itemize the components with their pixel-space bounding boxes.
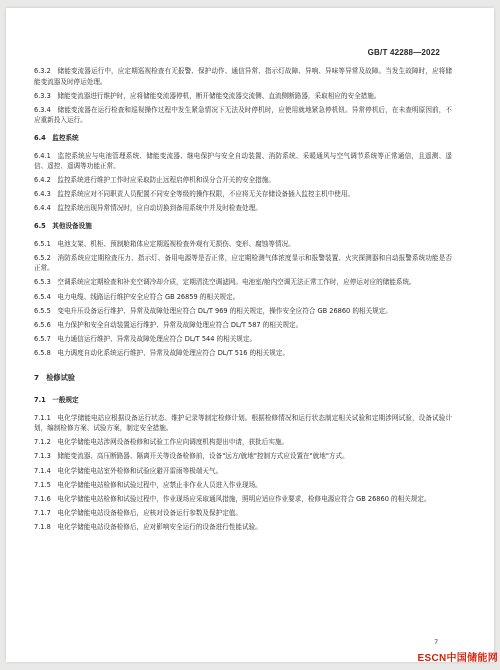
clause-paragraph: 7.1.4 电化学储能电站室外检修和试验应避开雷雨等极端天气。 (34, 466, 223, 475)
clause-paragraph: 6.5.5 变电升压设备运行维护、异常及故障处理应符合 DL/T 969 的相关规定，操作安全应符合 GB 26860 的相关规定。 (34, 306, 392, 315)
section-heading: 6.4 监控系统 (34, 133, 79, 142)
clause-paragraph: 6.3.3 储能变流器进行维护时，应将储能变流器停机，断开储能变流器交流侧、直流侧断路器，采取相应的安全措施。 (34, 91, 381, 100)
clause-paragraph: 6.5.7 电力通信运行维护、异常及故障处理应符合 DL/T 544 的相关规定。 (34, 334, 257, 343)
document-body (34, 66, 452, 536)
clause-paragraph: 6.5.1 电池支架、机柜、预制舱箱体应定期巡视检查外观有无损伤、变形、腐蚀等情况。 (34, 239, 295, 248)
escn-watermark-logo: ESCN中国储能网 (417, 653, 498, 664)
clause-paragraph: 6.5.4 电力电缆、线路运行维护安全应符合 GB 26859 的相关规定。 (34, 292, 240, 301)
clause-paragraph: 6.4.2 监控系统进行维护工作时应采取防止远程启停机和误分合开关的安全措施。 (34, 176, 275, 185)
clause-paragraph: 7.1.5 电化学储能电站检修和试验过程中，应禁止非作业人员进入作业现场。 (34, 480, 262, 489)
clause-paragraph: 7.1.1 电化学储能电站应根据设备运行状态、维护记录等制定检修计划。根据检修情况和运行状态制定相关试验和定期涉网试验，设备试验计划，编制检修方案、试验方案，制定安全措施。 (34, 413, 452, 433)
clause-paragraph: 6.5.8 电力调度自动化系统运行维护、异常及故障处理应符合 DL/T 516 的相关规定。 (34, 348, 290, 357)
clause-paragraph: 6.3.4 储能变流器在运行检查和巡视操作过程中发生紧急情况下无法及时停机时，应使用就地紧急停机钮。异常停机后，在未查明原因前，不应重新投入运行。 (34, 105, 452, 125)
document-page (6, 8, 494, 662)
clause-paragraph: 6.3.2 储能变流器运行中，应定期巡视检查有无报警、保护动作、通信异常、指示灯故障、异响、异味等异常及故障。当发生故障时，应将储能变流器及时停运处理。 (34, 67, 452, 86)
clause-paragraph: 6.4.3 监控系统应对不同职责人员配置不同安全等级的操作权限，不应将无关存储设备插入监控主机中使用。 (34, 190, 355, 199)
clause-paragraph: 6.4.1 监控系统应与电池管理系统、储能变流器、继电保护与安全自动装置、消防系统、采暖通风与空气调节系统等正常通信，且遥测、遥信、遥控、遥调等功能正常。 (34, 151, 452, 171)
clause-paragraph: 7.1.8 电化学储能电站设备检修后，应对影响安全运行的设备进行性能试验。 (34, 522, 262, 531)
chapter-heading: 7 检修试验 (34, 373, 75, 383)
page-number: 7 (434, 639, 438, 646)
clause-paragraph: 7.1.7 电化学储能电站设备检修后，应核对设备运行参数及保护定值。 (34, 508, 242, 517)
section-heading: 7.1 一般规定 (34, 396, 79, 405)
clause-paragraph: 7.1.6 电化学储能电站检修和试验过程中，作业现场应采取通风措施，照明应适应作业要求，检修电源应符合 GB 26860 的相关规定。 (34, 494, 431, 503)
standard-number: GB/T 42288—2022 (367, 48, 440, 57)
clause-paragraph: 6.4.4 监控系统出现异常情况时，应自动切换到备用系统中并及时检查处理。 (34, 204, 262, 213)
clause-paragraph: 7.1.3 储能变流器、高压断路器、隔离开关等设备检修前，设备"远方/就地"控制方式应设置在"就地"方式。 (34, 452, 349, 461)
clause-paragraph: 6.5.2 消防系统应定期检查压力、指示灯、备用电源等是否正常，应定期检测气体浓度显示和报警装置、火灾探测器和自动报警系统功能是否正常。 (34, 253, 452, 273)
clause-paragraph: 6.5.3 空调系统应定期检查和补充空调冷却介质，定期清洗空调滤网。电池室/舱内空调无法正常工作时，应停运对应的储能系统。 (34, 278, 416, 287)
clause-paragraph: 6.5.6 电力保护和安全自动装置运行维护、异常及故障处理应符合 DL/T 587 的相关规定。 (34, 320, 303, 329)
section-heading: 6.5 其他设备设施 (34, 222, 92, 231)
clause-paragraph: 7.1.2 电化学储能电站涉网设备检修和试验工作应向调度机构提出申请，获批后实施。 (34, 438, 289, 447)
